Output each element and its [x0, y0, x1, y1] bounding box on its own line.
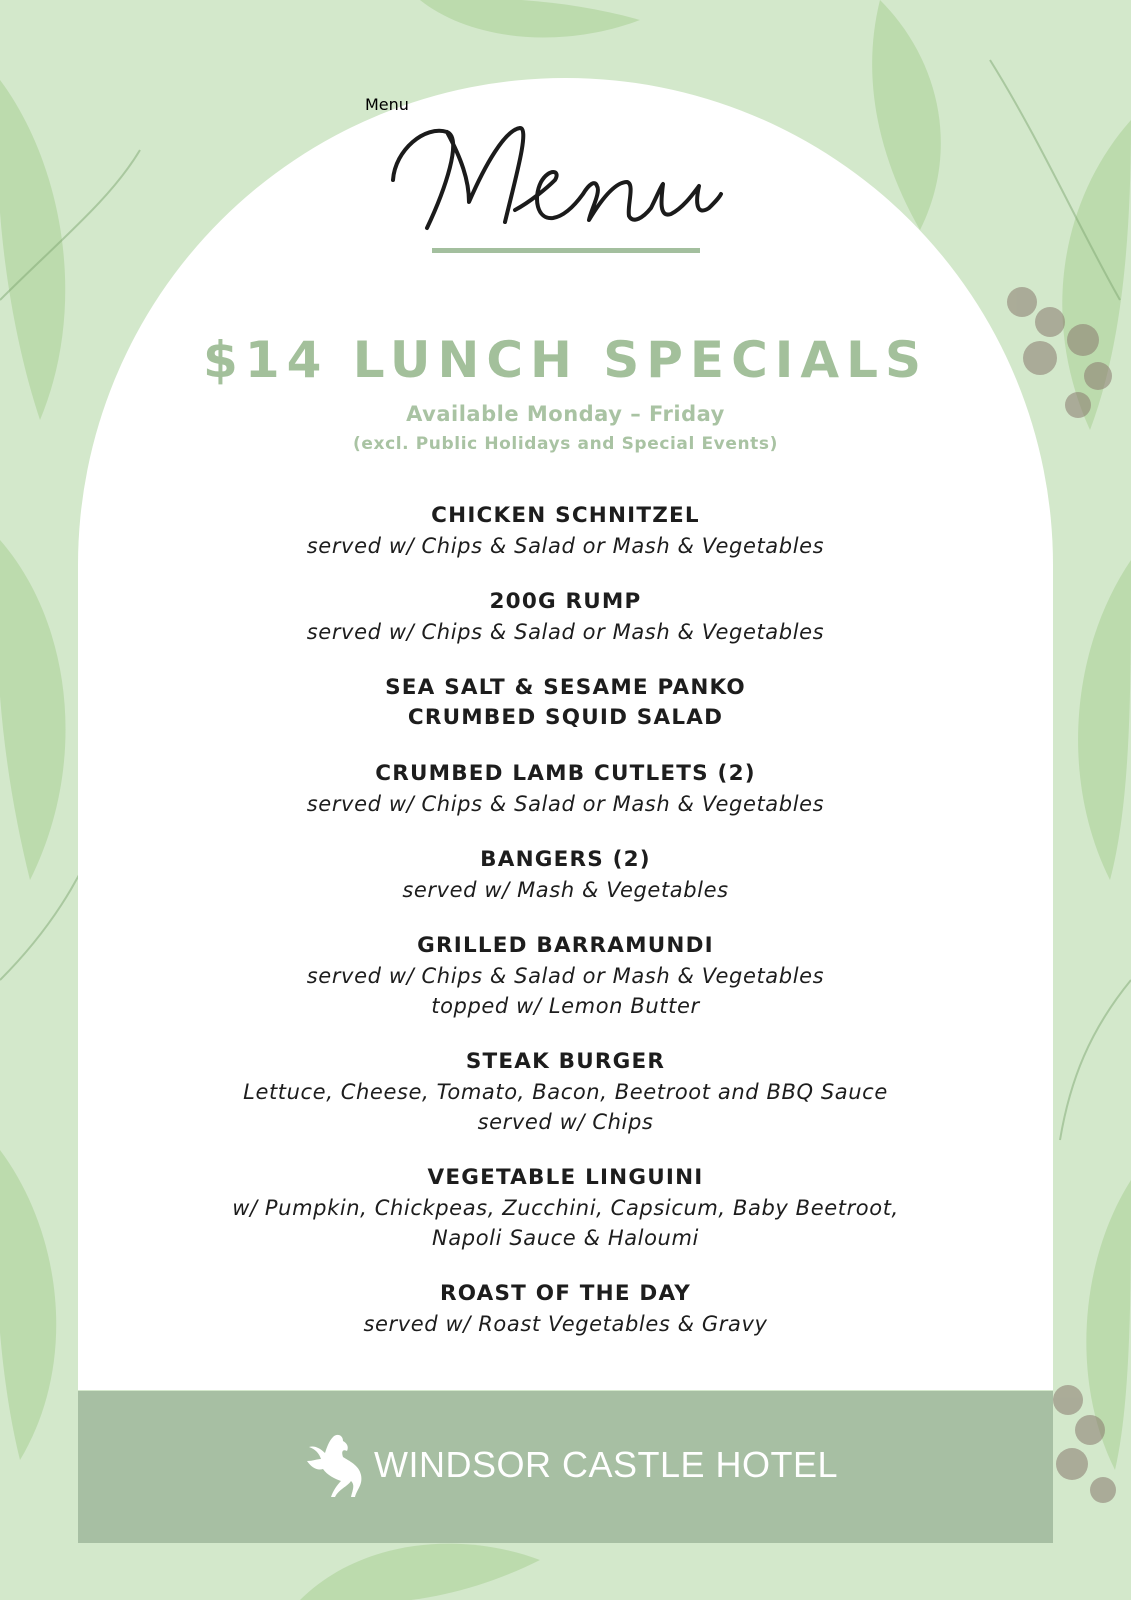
menu-item-name-line-2: CRUMBED SQUID SALAD [407, 705, 724, 730]
menu-item [78, 759, 1053, 819]
menu-item-description: served w/ Chips & Salad or Mash & Vegetables [306, 534, 825, 558]
menu-title [365, 95, 765, 260]
menu-items [78, 501, 1053, 1365]
menu-item-name: BANGERS (2) [480, 847, 651, 872]
menu-item-description: topped w/ Lemon Butter [431, 994, 700, 1018]
menu-item-description: served w/ Chips [477, 1110, 654, 1134]
menu-item-description: served w/ Roast Vegetables & Gravy [363, 1312, 768, 1336]
svg-text:Menu: Menu [365, 95, 409, 114]
title-underline [432, 248, 700, 253]
menu-item-description: Napoli Sauce & Haloumi [432, 1226, 699, 1250]
menu-item-name: CRUMBED LAMB CUTLETS (2) [375, 761, 756, 786]
menu-item-name: GRILLED BARRAMUNDI [417, 933, 714, 958]
menu-item [78, 1279, 1053, 1339]
menu-item-name: ROAST OF THE DAY [439, 1281, 691, 1306]
hotel-name: WINDSOR CASTLE HOTEL [374, 1444, 839, 1485]
exclusions-text: (excl. Public Holidays and Special Events) [353, 434, 778, 454]
menu-item-description: served w/ Chips & Salad or Mash & Vegetables [306, 620, 825, 644]
menu-item-name: SEA SALT & SESAME PANKO [385, 675, 746, 700]
menu-item-name: CHICKEN SCHNITZEL [431, 503, 700, 528]
menu-item [78, 931, 1053, 1021]
menu-item-description: Lettuce, Cheese, Tomato, Bacon, Beetroot and BBQ Sauce [243, 1080, 888, 1104]
menu-item-name: VEGETABLE LINGUINI [427, 1165, 704, 1190]
menu-item-description: served w/ Chips & Salad or Mash & Vegetables [306, 792, 825, 816]
menu-item [78, 845, 1053, 905]
menu-item [78, 1163, 1053, 1253]
menu-item [78, 673, 1053, 733]
menu-item-description: served w/ Chips & Salad or Mash & Vegetables [306, 964, 825, 988]
specials-headline: $14 LUNCH SPECIALS [203, 331, 928, 389]
menu-item [78, 501, 1053, 561]
menu-item-name: STEAK BURGER [465, 1049, 666, 1074]
menu-item-description: w/ Pumpkin, Chickpeas, Zucchini, Capsicum, Baby Beetroot, [232, 1196, 899, 1220]
menu-item-description: served w/ Mash & Vegetables [402, 878, 729, 902]
footer-band [78, 1391, 1053, 1543]
availability-text: Available Monday – Friday [406, 402, 725, 426]
menu-item [78, 1047, 1053, 1137]
menu-item [78, 587, 1053, 647]
menu-item-name: 200G RUMP [489, 589, 642, 614]
rearing-horse-icon [303, 1431, 365, 1503]
